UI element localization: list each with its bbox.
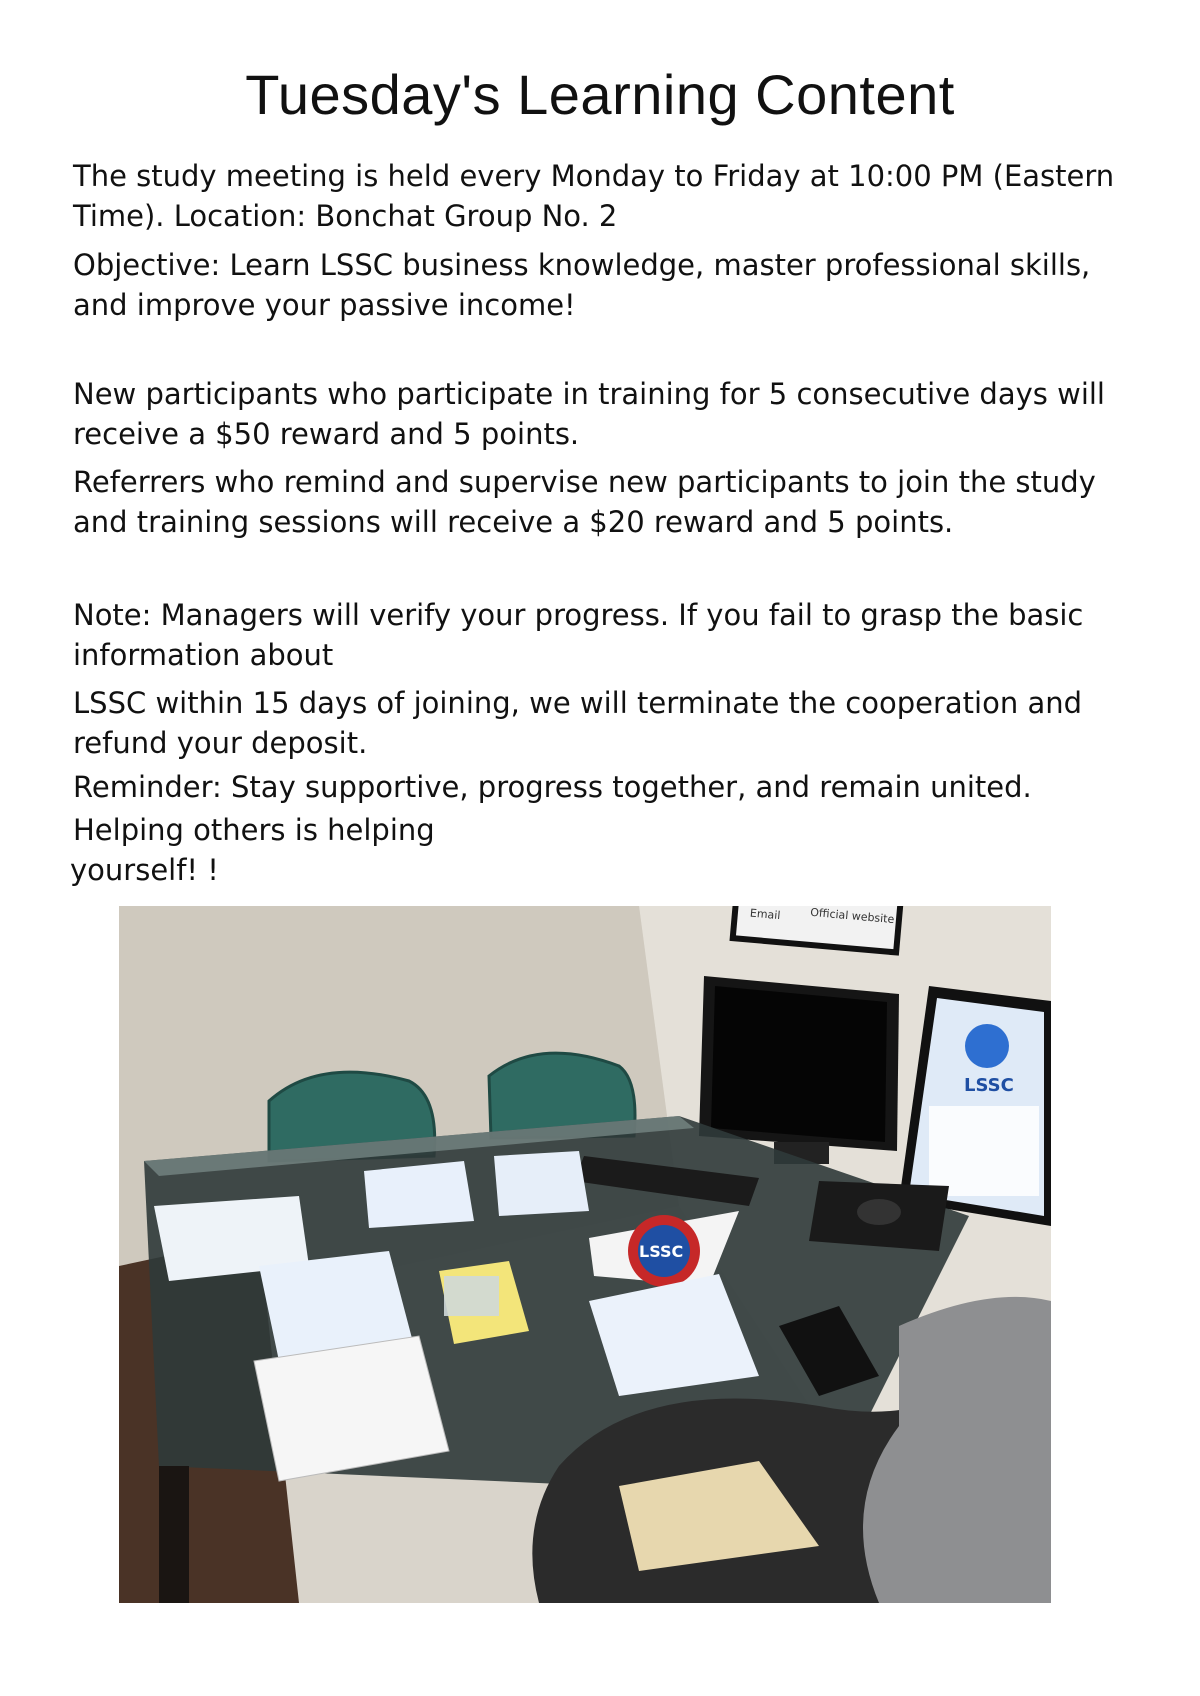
objective-text: Objective: Learn LSSC business knowledge, master professional skills, and improve your passive income!	[73, 248, 1091, 322]
yourself-text: yourself! !	[70, 853, 219, 887]
mouse	[857, 1199, 901, 1225]
poster-title: LSSC	[964, 1075, 1014, 1096]
frame-text-email: Email	[749, 906, 781, 923]
paper-3	[494, 1151, 589, 1216]
meeting-schedule-text: The study meeting is held every Monday to Friday at 10:00 PM (Eastern Time). Location: Bonchat Group No. 2	[73, 159, 1115, 233]
frame-text-website: Official website	[809, 906, 895, 927]
pen-organizer	[444, 1276, 499, 1316]
page-title: Tuesday's Learning Content	[245, 63, 955, 126]
termination-text: LSSC within 15 days of joining, we will terminate the cooperation and refund your deposit.	[73, 686, 1083, 760]
office-desk-photo	[119, 906, 1051, 1603]
new-participant-reward-text: New participants who participate in training for 5 consecutive days will receive a $50 reward and 5 points.	[73, 377, 1105, 451]
helping-text: Helping others is helping	[73, 813, 435, 847]
referrer-reward-text: Referrers who remind and supervise new participants to join the study and training sessions will receive a $20 reward and 5 points.	[73, 465, 1096, 539]
paper-2	[364, 1161, 474, 1228]
reminder-text: Reminder: Stay supportive, progress together, and remain united.	[73, 770, 1032, 804]
desk-sign-text: LSSC	[639, 1242, 684, 1261]
note-text: Note: Managers will verify your progress. If you fail to grasp the basic information about	[73, 598, 1084, 672]
desk-leg-left	[159, 1466, 189, 1603]
